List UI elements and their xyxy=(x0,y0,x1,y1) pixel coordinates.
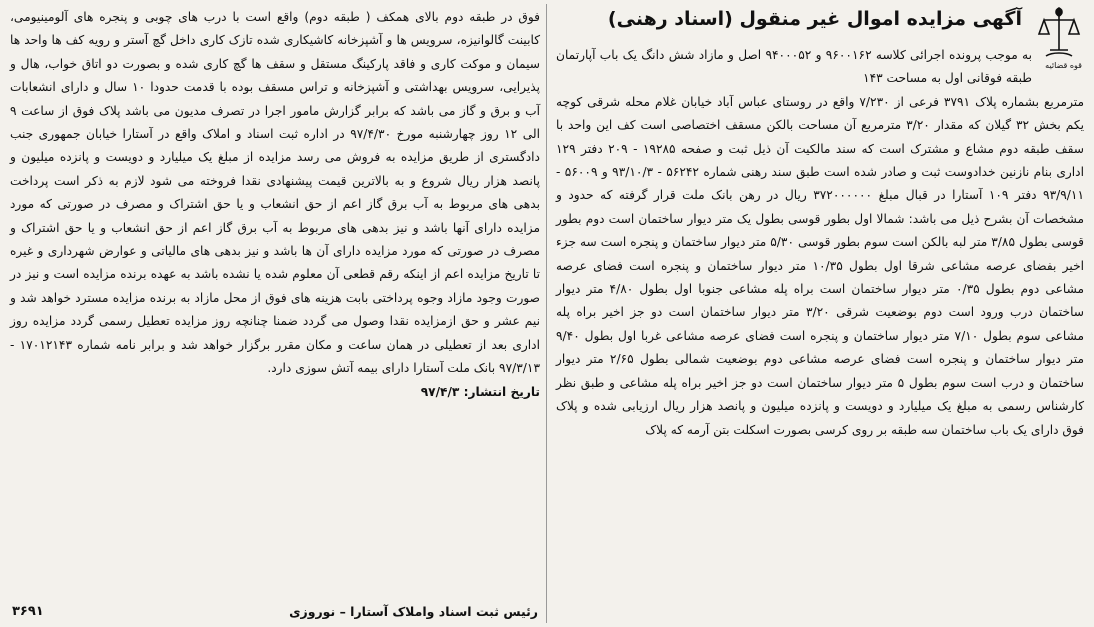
publish-date: تاریخ انتشار: ۹۷/۴/۳ xyxy=(420,384,540,399)
notice-code: ۳۶۹۱ xyxy=(12,604,44,619)
notice-title: آگهی مزایده اموال غیر منقول (اسناد رهنی) xyxy=(607,8,1022,30)
scales-icon xyxy=(1036,6,1082,62)
signature: رئیس ثبت اسناد واملاک آستارا – نوروزی xyxy=(289,604,538,619)
emblem-caption: قوه قضائیه xyxy=(1045,61,1082,70)
notice-intro-text: به موجب پرونده اجرائی کلاسه ۹۶۰۰۱۶۲ و ۹۴۰۰۰۵۲ اصل و مازاد شش دانگ یک باب آپارتمان طبقه فوقانی اول به مساحت ۱۴۳ xyxy=(556,48,1032,86)
right-column xyxy=(548,0,1094,627)
notice-auction-terms: فوق در طبقه دوم بالای همکف ( طبقه دوم) واقع است با درب های چوبی و پنجره های آلومینیومی، کابینت گالوانیزه، سرویس ها و آشپزخانه کاشیکاری شده تازک کاری داخل گچ آستر و رویه کف ها واحد ها سیمان و موکت کاری و فاقد پارکینگ مستقل و سقف ها گچ کاری شده و بصورت دو اتاق خواب، هال و پذیرایی، سرویس بهداشتی و آشپزخانه و تراس مسقف بوده با قدمت حدودا ۱۰ سال و دارای انشعابات آب و برق و گاز می باشد که برابر گزارش مامور اجرا در تصرف مدیون می باشد پلاک فوق از ساعت ۹ الی ۱۲ روز چهارشنبه مورخ ۹۷/۴/۳۰ در اداره ثبت اسناد و املاک واقع در آستارا خیابان جمهوری جنب دادگستری از طریق مزایده به فروش می رسد مزایده از مبلغ یک میلیارد و دویست و پانزده میلیون و پانصد هزار ریال شروع و به بالاترین قیمت پیشنهادی نقدا فروخته می شود لازم به ذکر است پرداخت بدهی های مربوط به آب برق گاز اعم از حق انشعاب و یا حق اشتراک و مصرف در صورتی که مورد مزایده دارای آنها باشد و نیز بدهی های مربوط به آب برق گاز اعم از حق انشعاب و یا حق اشتراک و مصرف در صورتی که مورد مزایده دارای آن ها باشد و نیز بدهی های مالیاتی و عوارض شهرداری و غیره تا تاریخ مزایده اعم از اینکه رقم قطعی آن معلوم شده یا نشده باشد به عهده برنده مزایده است و نیز در صورت وجود مازاد وجوه پرداختی بابت هزینه های فوق از محل مازاد به برنده مزایده مسترد خواهد شد و نیم عشر و حق ازمزایده نقدا وصول می گردد ضمنا چنانچه روز مزایده تعطیل رسمی گردد مزایده روز اداری بعد از تعطیلی در همان ساعت و مکان مقرر برگزار خواهد شد و برابر نامه شماره ۱۷۰۱۲۱۴۳ - ۹۷/۳/۱۳ بانک ملت آستارا دارای بیمه آتش سوزی دارد. xyxy=(10,10,540,376)
judiciary-emblem-icon xyxy=(1036,6,1082,70)
notice-property-description: مترمربع بشماره پلاک ۳۷۹۱ فرعی از ۷/۲۳۰ واقع در روستای عباس آباد خیابان غلام محله شرقی کوچه یکم بخش ۳۲ گیلان که مقدار ۳/۲۰ مترمربع آن مساحت بالکن مسقف اختصاصی است کف این واحد با سقف طبقه دوم مشاع و مشترک است که سند مالکیت آن ذیل ثبت و صفحه ۱۹۲۸۵ - ۲۰۹ دفتر ۱۲۹ اداری بنام نازنین خداد‌وست ثبت و صادر شده است طبق سند رهنی شماره ۵۶۲۴۲ - ۹۳/۱۰/۳ و ۵۶۰۰۹ - ۹۳/۹/۱۱ دفتر ۱۰۹ آستارا در قبال مبلغ ۳۷۲۰۰۰۰۰۰ ریال در رهن بانک ملت قرار گرفته که حدود و مشخصات آن بشرح ذیل می باشد: شمالا اول بطور قوسی بطول یک متر دیوار ساختمان است دوم بطور قوسی بطول ۳/۸۵ متر لبه بالکن است سوم بطور قوسی ۵/۳۰ متر دیوار ساختمان و پنجره است سه جزء اخیر بفضای عرصه مشاعی شرقا اول بطول ۱۰/۳۵ متر دیوار ساختمان و پنجره است فضای عرصه مشاعی دوم بطول ۰/۳۵ متر دیوار ساختمان است براه پله مشاعی جنوبا اول بطول ۴/۸۰ متر دیوار ساختمان درب ورود است دوم بوضعیت شرقی ۳/۲۰ متر دیوار ساختمان است دو جز اخیر براه پله مشاعی سوم بطول ۷/۱۰ متر دیوار ساختمان و پنجره است فضای عرصه مشاعی غربا اول بطول ۹/۴۰ متر دیوار ساختمان و پنجره است فضای عرصه مشاعی دوم بوضعیت شمالی بطول ۲/۶۵ متر دیوار ساختمان و درب است سوم بطول ۵ متر دیوار ساختمان است دو جز اخیر براه پله مشاعی و طبق نظر کارشناس رسمی به مبلغ یک میلیارد و دویست و پانزده میلیون و پانصد هزار ریال ارزیابی شده و پلاک فوق دارای یک باب ساختمان سه طبقه بر روی کرسی بصورت اسکلت بتن آرمه که پلاک xyxy=(556,94,1085,437)
